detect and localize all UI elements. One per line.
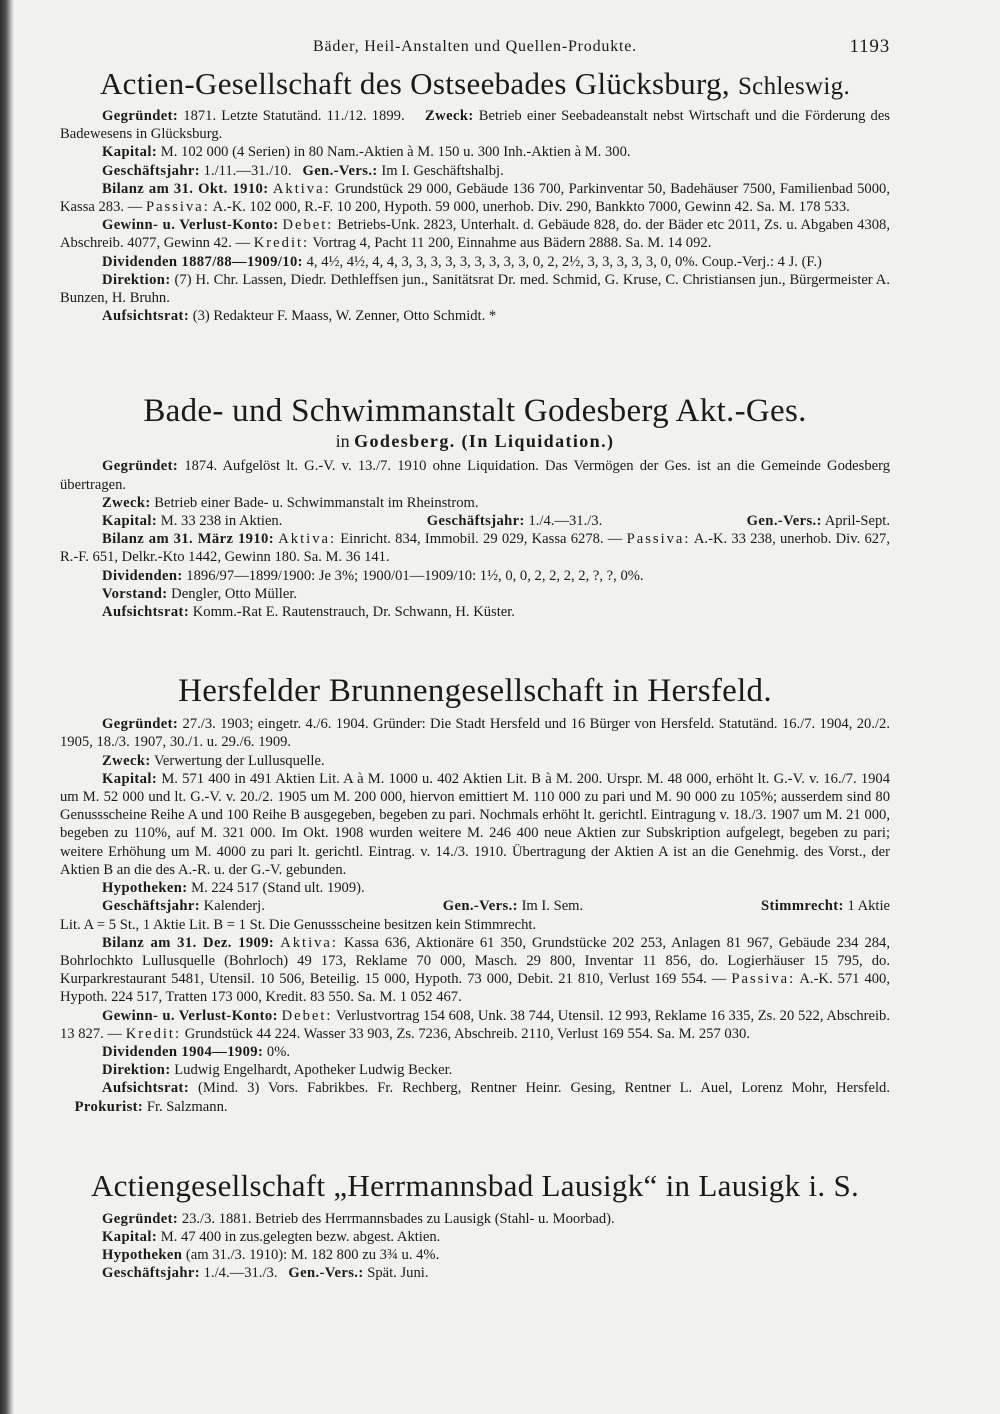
text-genvers: Im I. Geschäftshalbj. <box>381 162 504 179</box>
company-entry-godesberg <box>60 391 890 621</box>
page <box>60 30 890 1291</box>
label-stimmrecht: Stimmrecht: <box>761 898 844 915</box>
section-direktion <box>60 271 890 307</box>
section-gj-row <box>60 897 890 915</box>
label-bilanz: Bilanz am 31. März 1910: <box>102 531 275 548</box>
text-prokurist: Fr. Salzmann. <box>146 1098 228 1115</box>
text-vorstand: Dengler, Otto Müller. <box>171 585 298 602</box>
text-hypotheken: (am 31./3. 1910): M. 182 800 zu 3¾ u. 4%. <box>185 1247 440 1264</box>
text-aktiva: Kassa 636, Aktionäre 61 350, Grundstücke 202 253, Anlagen 81 967, Gebäude 234 284, Bohrlochkto Lullusquelle (Bohrloch) 49 173, Reklame 70 000, Masch. 29 800, Inventar 11 856, do. Logierhäuser 15 795, do. Kurparkrestaurant 5481, Utensil. 10 506, Beteilig. 15 000, Hypoth. 73 000, Debit. 21 810, Verlust 169 554. — <box>60 934 890 988</box>
company-name: Hersfelder Brunnengesellschaft in Hersfeld. <box>178 673 772 710</box>
label-aufsichtsrat: Aufsichtsrat: <box>102 604 190 621</box>
label-geschaeftsjahr: Geschäftsjahr: <box>426 513 525 530</box>
label-guv: Gewinn- u. Verlust-Konto: <box>102 217 279 234</box>
label-aktiva: Aktiva: <box>278 531 337 548</box>
text-geschaeftsjahr: Kalenderj. <box>203 898 265 915</box>
section-bilanz <box>60 530 890 566</box>
label-guv: Gewinn- u. Verlust-Konto: <box>102 1007 278 1024</box>
label-gegruendet: Gegründet: <box>102 1210 179 1227</box>
label-direktion: Direktion: <box>102 1062 171 1079</box>
section-kapital <box>60 770 890 879</box>
section-geschaeftsjahr <box>60 1264 890 1282</box>
text-aufsichtsrat: (3) Redakteur F. Maass, W. Zenner, Otto Schmidt. * <box>192 308 497 325</box>
label-kapital: Kapital: <box>102 513 158 530</box>
section-guv <box>60 1007 890 1043</box>
stimm-group <box>761 897 890 915</box>
section-aufsichtsrat <box>60 307 890 325</box>
section-aufsichtsrat <box>60 1079 890 1115</box>
section-zweck <box>60 494 890 512</box>
label-zweck: Zweck: <box>102 494 151 511</box>
company-entry-lausigk <box>60 1166 890 1283</box>
label-aktiva: Aktiva: <box>272 180 331 197</box>
section-gegruendet <box>60 457 890 493</box>
text-genvers: Spät. Juni. <box>367 1265 429 1282</box>
section-dividenden <box>60 253 890 271</box>
label-kapital: Kapital: <box>102 1228 158 1245</box>
section-zweck <box>60 752 890 770</box>
text-dividenden: 0%. <box>266 1043 291 1060</box>
subtitle-prefix: in <box>335 431 350 452</box>
label-geschaeftsjahr: Geschäftsjahr: <box>102 1265 201 1282</box>
text-direktion: (7) H. Chr. Lassen, Diedr. Dethleffsen jun., Sanitätsrat Dr. med. Schmid, G. Kruse, C. Christiansen jun., Bürgermeister A. Bunzen, H. Bruhn. <box>60 271 890 307</box>
text-debet: Betriebs-Unk. 2823, Unterhalt. d. Gebäude 828, do. der Bäder etc 2011, Zs. u. Abgaben 4308, Abschreib. 4077, Gewinn 42. — <box>60 217 890 252</box>
text-stimmrecht-b: Lit. A = 5 St., 1 Aktie Lit. B = 1 St. Die Genussscheine besitzen kein Stimmrecht. <box>60 916 537 933</box>
label-kredit: Kredit: <box>253 235 310 252</box>
section-guv <box>60 216 890 252</box>
company-title <box>60 64 890 107</box>
text-debet: Verlustvortrag 154 608, Unk. 38 744, Utensil. 12 993, Reklame 16 335, Zs. 20 522, Abschreib. 13 827. — <box>60 1007 890 1042</box>
text-passiva: A.-K. 571 400, Hypoth. 224 517, Tratten 173 000, Kredit. 83 550. Sa. M. 1 052 467. <box>60 971 890 1006</box>
section-gegruendet <box>60 715 890 751</box>
text-kredit: Grundstück 44 224. Wasser 33 903, Zs. 7236, Abschreib. 2110, Verlust 169 554. Sa. M. 257 030. <box>184 1025 750 1042</box>
text-zweck: Betrieb einer Seebadeanstalt nebst Wirtschaft und die Förderung des Badewesens in Glücksburg. <box>60 108 890 143</box>
section-direktion <box>60 1061 890 1079</box>
label-zweck: Zweck: <box>425 108 474 124</box>
company-name: Bade- und Schwimmanstalt Godesberg Akt.-Ges. <box>143 393 807 430</box>
text-gegruendet: 23./3. 1881. Betrieb des Herrmannsbades zu Lausigk (Stahl- u. Moorbad). <box>181 1210 615 1227</box>
section-dividenden <box>60 1043 890 1061</box>
label-genvers: Gen.-Vers.: <box>302 162 378 179</box>
text-aktiva: Einricht. 834, Immobil. 29 029, Kassa 6278. — <box>340 531 623 548</box>
genvers-group <box>443 897 583 915</box>
book-spine-shadow <box>0 0 14 1414</box>
label-dividenden: Dividenden 1887/88—1909/10: <box>102 253 303 270</box>
label-zweck: Zweck: <box>102 752 151 769</box>
label-genvers: Gen.-Vers.: <box>442 898 518 915</box>
text-gegruendet: 1874. Aufgelöst lt. G.-V. v. 13./7. 1910 ohne Liquidation. Das Vermögen der Ges. ist an die Gemeinde Godesberg übertragen. <box>60 458 891 493</box>
gj-group <box>427 512 602 530</box>
label-direktion: Direktion: <box>102 271 171 288</box>
text-dividenden: 4, 4½, 4½, 4, 4, 3, 3, 3, 3, 3, 3, 3, 3, 3, 0, 2, 2½, 3, 3, 3, 3, 3, 0, 0%. Coup.-Verj.: 4 J. (F.) <box>306 253 822 270</box>
label-dividenden: Dividenden 1904—1909: <box>102 1043 264 1060</box>
company-location: i. S. <box>808 1167 860 1203</box>
company-title <box>60 391 890 431</box>
text-zweck: Betrieb einer Bade- u. Schwimmanstalt im Rheinstrom. <box>154 494 479 511</box>
label-aufsichtsrat: Aufsichtsrat: <box>102 1080 190 1097</box>
section-geschaeftsjahr <box>60 162 890 180</box>
label-aufsichtsrat: Aufsichtsrat: <box>102 308 190 325</box>
company-subtitle <box>60 429 890 453</box>
text-kapital: M. 33 238 in Aktien. <box>160 513 283 530</box>
label-genvers: Gen.-Vers.: <box>288 1265 364 1282</box>
text-kapital: M. 102 000 (4 Serien) in 80 Nam.-Aktien à M. 150 u. 300 Inh.-Aktien à M. 300. <box>160 144 631 161</box>
text-kapital: M. 47 400 in zus.gelegten bezw. abgest. Aktien. <box>160 1228 441 1245</box>
label-geschaeftsjahr: Geschäftsjahr: <box>102 162 201 179</box>
section-gegruendet <box>60 107 890 143</box>
label-gegruendet: Gegründet: <box>102 458 179 475</box>
text-stimmrecht-a: 1 Aktie <box>847 898 890 915</box>
label-gegruendet: Gegründet: <box>102 716 179 733</box>
text-passiva: A.-K. 102 000, R.-F. 10 200, Hypoth. 59 000, unerhob. Div. 290, Bankkto 7000, Gewinn 42. Sa. M. 178 533. <box>212 199 850 216</box>
text-geschaeftsjahr: 1./4.—31./3. <box>528 513 603 530</box>
page-number: 1193 <box>849 36 890 57</box>
label-kapital: Kapital: <box>102 770 158 787</box>
section-bilanz <box>60 180 890 216</box>
text-genvers: April-Sept. <box>824 513 890 530</box>
label-kapital: Kapital: <box>102 144 158 161</box>
section-gegruendet <box>60 1210 890 1228</box>
label-hypotheken: Hypotheken <box>102 1247 183 1264</box>
text-direktion: Ludwig Engelhardt, Apotheker Ludwig Becker. <box>174 1062 453 1079</box>
label-passiva: Passiva: <box>145 199 210 216</box>
subtitle-text: Godesberg. (In Liquidation.) <box>354 431 615 452</box>
text-genvers: Im I. Sem. <box>521 898 584 915</box>
text-aufsichtsrat: (Mind. 3) Vors. Fabrikbes. Fr. Rechberg, Rentner Heinr. Gesing, Rentner L. Auel, Lorenz Mohr, Hersfeld. <box>198 1080 890 1097</box>
section-hypotheken <box>60 1246 890 1264</box>
company-name: Actiengesellschaft „Herrmannsbad Lausigk“ in Lausigk <box>90 1167 801 1203</box>
label-bilanz: Bilanz am 31. Dez. 1909: <box>102 934 275 951</box>
company-title <box>60 1166 890 1206</box>
running-header <box>60 30 890 64</box>
text-geschaeftsjahr: 1./11.—31./10. <box>203 162 292 179</box>
section-kapital <box>60 143 890 161</box>
text-kredit: Vortrag 4, Pacht 11 200, Einnahme aus Bädern 2888. Sa. M. 14 092. <box>312 235 712 252</box>
label-vorstand: Vorstand: <box>102 585 168 602</box>
label-bilanz: Bilanz am 31. Okt. 1910: <box>102 180 269 197</box>
label-passiva: Passiva: <box>626 531 691 548</box>
gj-group <box>102 897 265 915</box>
running-header-title: Bäder, Heil-Anstalten und Quellen-Produkte. <box>313 38 637 55</box>
company-entry-gluecksburg <box>60 64 890 325</box>
text-passiva: A.-K. 33 238, unerhob. Div. 627, R.-F. 651, Delkr.-Kto 1442, Gewinn 180. Sa. M. 36 141. <box>60 531 890 566</box>
section-bilanz <box>60 934 890 1007</box>
section-kapital-row <box>60 512 890 530</box>
section-vorstand <box>60 585 890 603</box>
section-aufsichtsrat <box>60 603 890 621</box>
text-zweck: Verwertung der Lullusquelle. <box>154 752 325 769</box>
label-debet: Debet: <box>281 1007 333 1024</box>
label-aktiva: Aktiva: <box>280 934 338 951</box>
label-genvers: Gen.-Vers.: <box>746 513 822 530</box>
section-dividenden <box>60 567 890 585</box>
label-debet: Debet: <box>282 217 334 234</box>
company-title <box>60 671 890 711</box>
label-gegruendet: Gegründet: <box>102 108 179 124</box>
section-stimmrecht-cont <box>60 916 890 934</box>
label-passiva: Passiva: <box>731 971 796 988</box>
text-geschaeftsjahr: 1./4.—31./3. <box>203 1265 278 1282</box>
label-dividenden: Dividenden: <box>102 567 183 584</box>
text-gegruendet: 1871. Letzte Statutänd. 11./12. 1899. <box>183 108 405 124</box>
text-aufsichtsrat: Komm.-Rat E. Rautenstrauch, Dr. Schwann, H. Küster. <box>192 604 515 621</box>
company-location: Schleswig. <box>737 73 850 100</box>
label-kredit: Kredit: <box>125 1025 182 1042</box>
kapital-group <box>102 512 282 530</box>
genvers-group <box>747 512 890 530</box>
section-hypotheken <box>60 879 890 897</box>
text-dividenden: 1896/97—1899/1900: Je 3%; 1900/01—1909/10: 1½, 0, 0, 2, 2, 2, 2, ?, ?, 0%. <box>186 567 644 584</box>
text-gegruendet: 27./3. 1903; eingetr. 4./6. 1904. Gründer: Die Stadt Hersfeld und 16 Bürger von Hersfeld. Statutänd. 16./7. 1904, 20./2. 1905, 18./3. 1907, 30./1. u. 29./6. 1909. <box>60 716 890 751</box>
company-entry-hersfeld <box>60 671 890 1115</box>
text-kapital: M. 571 400 in 491 Aktien Lit. A à M. 1000 u. 402 Aktien Lit. B à M. 200. Urspr. M. 48 000, erhöht lt. G.-V. v. 16./7. 1904 um M. 52 000 und lt. G.-V. v. 20./2. 1905 um M. 200 000, hiervon emittiert M. 110 000 zu pari und M. 90 000 zu 105%; ausserdem sind 80 Genussscheine Reihe A und 100 Reihe B ausgegeben, begeben zu pari. Nochmals erhöht lt. gerichtl. Eintragung v. 18./3. 1907 um M. 21 000, begeben zu 110%, auf M. 321 000. Im Okt. 1908 wurden weitere M. 246 400 neue Aktien zur Subskription aufgelegt, begeben zu pari; weitere Erhöhung um M. 4000 zu pari lt. gerichtl. Eintrag. v. 14./3. 1910. Übertragung der Aktien A ist an die Genehmig. des Vorst., der Aktien B an die des A.-R. u. der G.-V. gebunden. <box>60 770 891 878</box>
label-geschaeftsjahr: Geschäftsjahr: <box>102 898 201 915</box>
label-prokurist: Prokurist: <box>74 1098 144 1115</box>
text-aktiva: Grundstück 29 000, Gebäude 136 700, Parkinventar 50, Badehäuser 7500, Familienbad 5000, Kassa 283. — <box>60 180 890 216</box>
company-name: Actien-Gesellschaft des Ostseebades Glücksburg, <box>99 66 730 101</box>
text-hypotheken: M. 224 517 (Stand ult. 1909). <box>191 880 365 897</box>
section-kapital <box>60 1228 890 1246</box>
label-hypotheken: Hypotheken: <box>102 880 188 897</box>
